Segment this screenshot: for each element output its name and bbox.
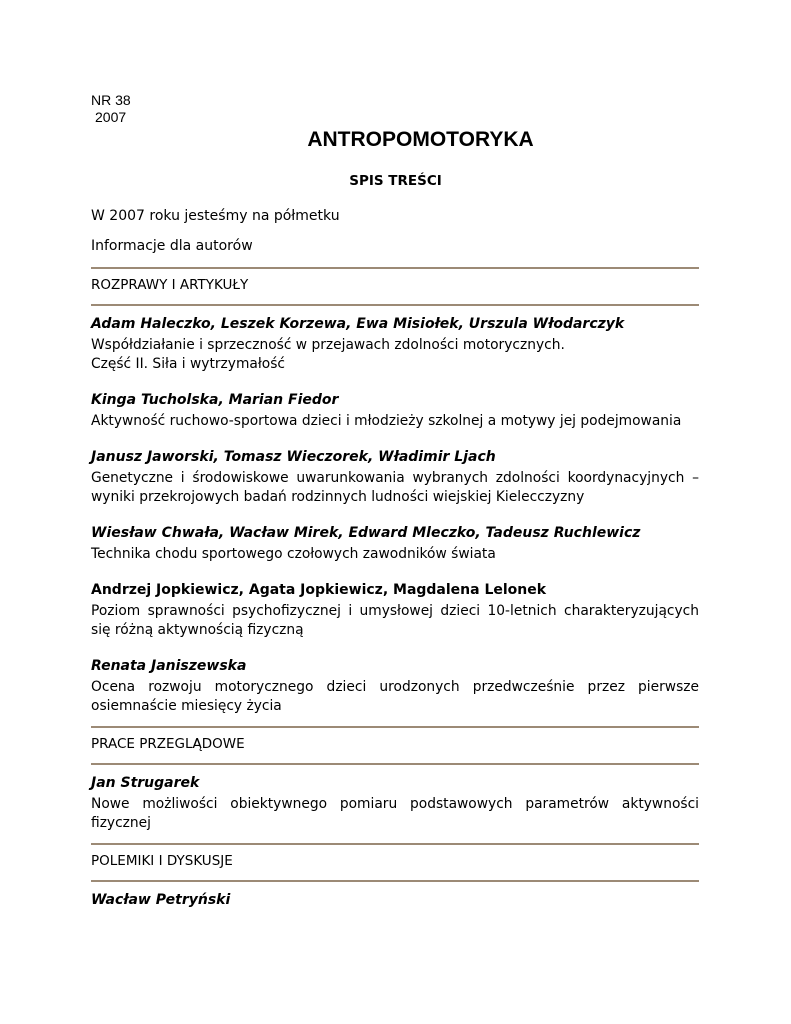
toc-entry[interactable] (91, 315, 699, 374)
entry-authors: Wacław Petryński (91, 892, 231, 908)
entry-title: Genetyczne i środowiskowe uwarunkowania wybranych zdolności koordynacyjnych – wyniki przekrojowych badań rodzinnych ludności wiejskiej Kielecczyzny (91, 470, 699, 505)
entry-authors: Wiesław Chwała, Wacław Mirek, Edward Mleczko, Tadeusz Ruchlewicz (91, 525, 641, 541)
toc-entry[interactable] (91, 391, 699, 431)
section-heading-przeglady: PRACE PRZEGLĄDOWE (91, 736, 245, 752)
intro-item[interactable]: W 2007 roku jesteśmy na półmetku (91, 208, 340, 224)
section-divider (91, 763, 699, 765)
issue-year: 2007 (95, 109, 127, 125)
entry-title: Technika chodu sportowego czołowych zawodników świata (91, 546, 496, 562)
entry-title: Poziom sprawności psychofizycznej i umysłowej dzieci 10-letnich charakteryzujących się różną aktywnością fizyczną (91, 603, 699, 638)
issue-number: NR 38 (91, 92, 131, 108)
toc-entry[interactable] (91, 581, 699, 640)
toc-entry[interactable] (91, 657, 699, 716)
section-divider (91, 880, 699, 882)
entry-authors: Renata Janiszewska (91, 658, 247, 674)
entry-title: Nowe możliwości obiektywnego pomiaru podstawowych parametrów aktywności fizycznej (91, 796, 699, 831)
toc-entry[interactable] (91, 774, 699, 833)
section-heading-rozprawy: ROZPRAWY I ARTYKUŁY (91, 277, 249, 293)
toc-title: SPIS TREŚCI (349, 173, 442, 189)
journal-title: ANTROPOMOTORYKA (307, 128, 534, 151)
section-heading-polemiki: POLEMIKI I DYSKUSJE (91, 853, 233, 869)
issue-info (91, 92, 131, 126)
entry-authors: Jan Strugarek (91, 775, 200, 791)
entry-title: Aktywność ruchowo-sportowa dzieci i młodzieży szkolnej a motywy jej podejmowania (91, 413, 682, 429)
intro-item[interactable]: Informacje dla autorów (91, 238, 253, 254)
table-of-contents (91, 207, 699, 927)
toc-entry[interactable] (91, 448, 699, 507)
entry-authors: Adam Haleczko, Leszek Korzewa, Ewa Misiołek, Urszula Włodarczyk (91, 316, 625, 332)
entry-authors: Andrzej Jopkiewicz, Agata Jopkiewicz, Magdalena Lelonek (91, 582, 547, 598)
entry-authors: Kinga Tucholska, Marian Fiedor (91, 392, 339, 408)
entry-authors: Janusz Jaworski, Tomasz Wieczorek, Władimir Ljach (91, 449, 496, 465)
section-divider (91, 304, 699, 306)
toc-entry[interactable] (91, 524, 699, 564)
entry-title: Współdziałanie i sprzeczność w przejawach zdolności motorycznych. Część II. Siła i wytrzymałość (91, 337, 565, 372)
toc-entry[interactable] (91, 891, 699, 910)
entry-title: Ocena rozwoju motorycznego dzieci urodzonych przedwcześnie przez pierwsze osiemnaście miesięcy życia (91, 679, 699, 714)
